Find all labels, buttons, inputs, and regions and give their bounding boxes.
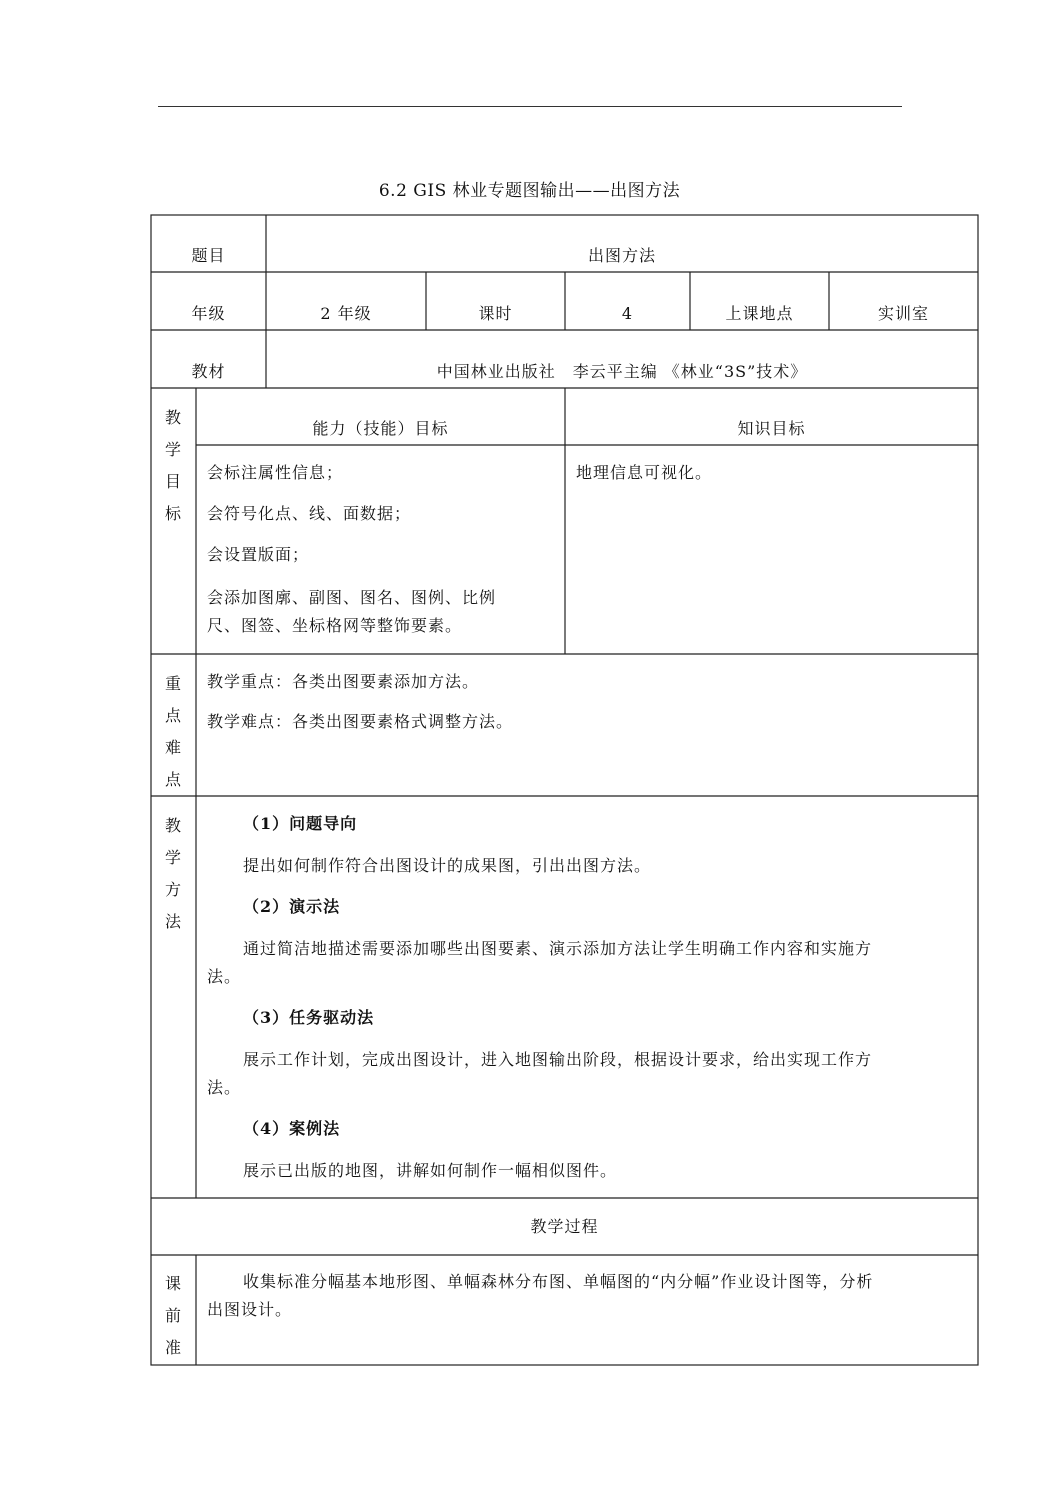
methods-label [163, 810, 183, 938]
objectives-label-char: 教 [164, 408, 181, 427]
place-value: 实训室 [877, 304, 929, 323]
hours-value: 4 [621, 304, 634, 323]
page-title: 6.2 GIS 林业专题图输出——出图方法 [378, 181, 681, 201]
preparation-line: 收集标准分幅基本地形图、单幅森林分布图、单幅图的“内分幅”作业设计图等，分析 [243, 1272, 874, 1291]
ability-item: 会设置版面； [207, 545, 310, 564]
key-point-item: 教学重点：各类出图要素添加方法。 [207, 672, 480, 691]
textbook-value: 中国林业出版社 李云平主编 《林业“3S”技术》 [436, 362, 808, 381]
methods-label-char: 学 [164, 848, 181, 867]
knowledge-header: 知识目标 [737, 419, 806, 438]
preparation-label-char: 准 [164, 1338, 181, 1357]
grade-label: 年级 [191, 304, 226, 323]
method-line: 提出如何制作符合出图设计的成果图，引出出图方法。 [243, 856, 652, 875]
method-heading: （4）案例法 [243, 1119, 341, 1138]
methods-label-char: 方 [164, 880, 181, 899]
objectives-label [163, 402, 183, 530]
preparation-label-char: 前 [164, 1306, 181, 1325]
ability-item: 会符号化点、线、面数据； [207, 504, 412, 523]
topic-label: 题目 [191, 246, 226, 265]
key-points-label-char: 点 [164, 770, 181, 789]
objectives-label-char: 目 [164, 472, 181, 491]
objectives-label-char: 学 [164, 440, 181, 459]
ability-header: 能力（技能）目标 [312, 419, 449, 438]
textbook-label: 教材 [191, 362, 226, 381]
methods-label-char: 法 [164, 912, 181, 931]
methods-label-char: 教 [164, 816, 181, 835]
hours-label: 课时 [478, 304, 513, 323]
method-heading: （3）任务驱动法 [243, 1008, 375, 1027]
ability-item: 会添加图廓、副图、图名、图例、比例 [207, 588, 497, 607]
method-line: 展示已出版的地图，讲解如何制作一幅相似图件。 [243, 1161, 618, 1180]
method-line: 法。 [207, 1078, 242, 1097]
process-header: 教学过程 [530, 1217, 599, 1236]
preparation-line: 出图设计。 [207, 1300, 293, 1319]
method-line: 展示工作计划，完成出图设计，进入地图输出阶段，根据设计要求，给出实现工作方 [243, 1050, 873, 1069]
method-line: 通过简洁地描述需要添加哪些出图要素、演示添加方法让学生明确工作内容和实施方 [243, 939, 873, 958]
method-heading: （2）演示法 [243, 897, 341, 916]
key-points-label-char: 点 [164, 706, 181, 725]
key-points-label [163, 668, 183, 796]
method-heading: （1）问题导向 [243, 814, 358, 833]
place-label: 上课地点 [725, 304, 794, 323]
objectives-label-char: 标 [164, 504, 181, 523]
preparation-label-char: 课 [164, 1274, 181, 1293]
method-line: 法。 [207, 967, 242, 986]
knowledge-item: 地理信息可视化。 [576, 463, 713, 482]
ability-item: 会标注属性信息； [207, 463, 344, 482]
grade-value: 2 年级 [320, 304, 372, 323]
key-points-label-char: 重 [164, 674, 181, 693]
preparation-label [163, 1268, 183, 1364]
topic-value: 出图方法 [587, 246, 656, 265]
ability-item: 尺、图签、坐标格网等整饰要素。 [207, 616, 463, 635]
key-points-label-char: 难 [164, 738, 181, 757]
difficult-point-item: 教学难点：各类出图要素格式调整方法。 [207, 712, 514, 731]
